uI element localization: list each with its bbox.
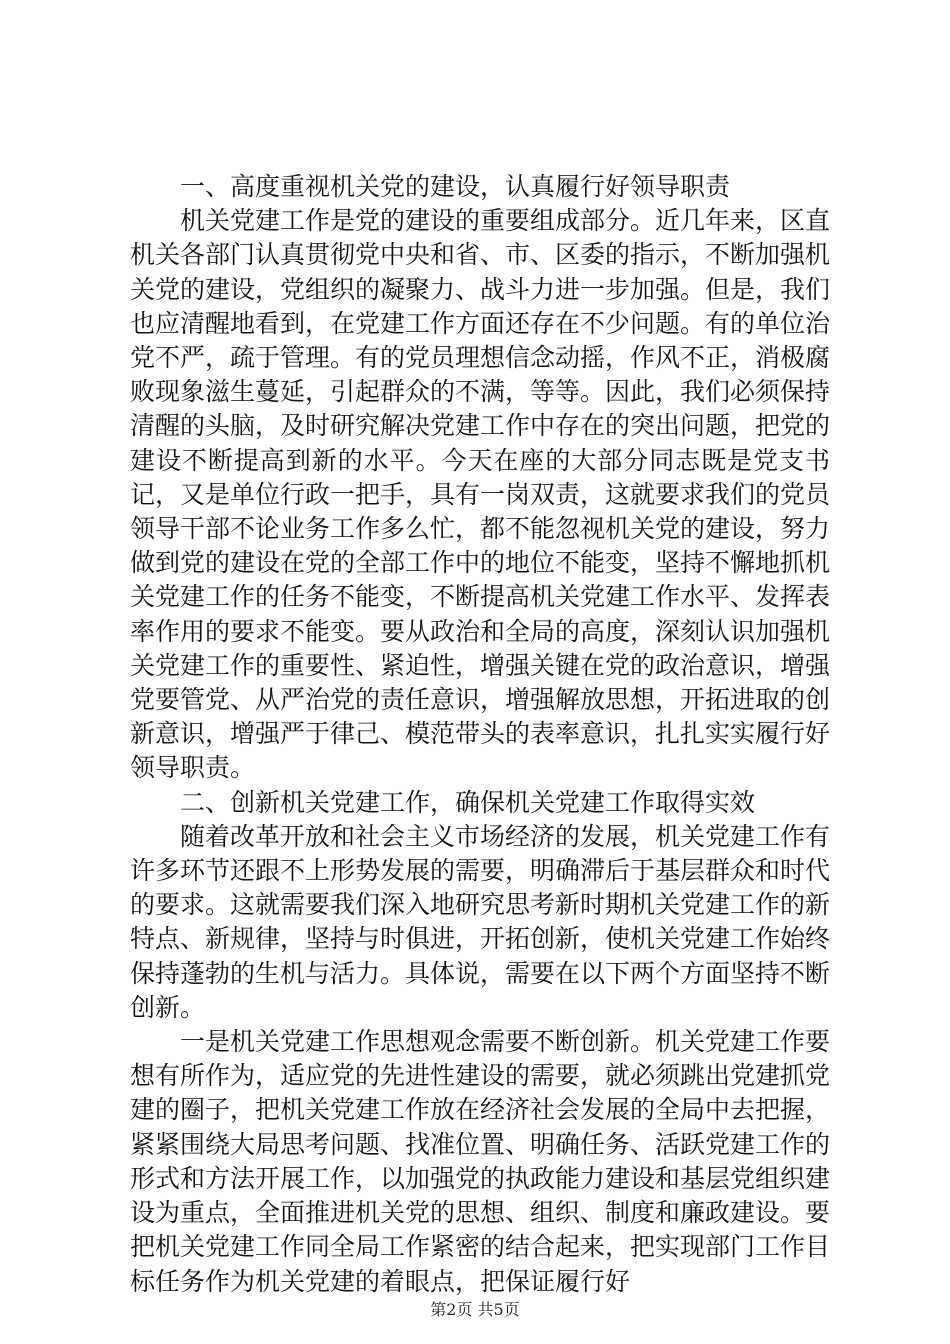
paragraph-3: 一是机关党建工作思想观念需要不断创新。机关党建工作要想有所作为，适应党的先进性建设的需要，就必须跳出党建抓党建的圈子，把机关党建工作放在经济社会发展的全局中去把握，紧紧围绕大局思考问题、找准位置、明确任务、活跃党建工作的形式和方法开展工作，以加强党的执政能力建设和基层党组织建设为重点，全面推进机关党的思想、组织、制度和廉政建设。要把机关党建工作同全局工作紧密的结合起来，把实现部门工作目标任务作为机关党建的着眼点，把保证履行好 [130, 1027, 831, 1296]
section-heading-2: 二、创新机关党建工作，确保机关党建工作取得实效 [180, 787, 756, 817]
page-number-footer: 第2页 共5页 [430, 1300, 520, 1319]
paragraph-1: 机关党建工作是党的建设的重要组成部分。近几年来，区直机关各部门认真贯彻党中央和省、市、区委的指示，不断加强机关党的建设，党组织的凝聚力、战斗力进一步加强。但是，我们也应清醒地看到，在党建工作方面还存在不少问题。有的单位治党不严，疏于管理。有的党员理想信念动摇，作风不正，消极腐败现象滋生蔓延，引起群众的不满，等等。因此，我们必须保持清醒的头脑，及时研究解决党建工作中存在的突出问题，把党的建设不断提高到新的水平。今天在座的大部分同志既是党支书记，又是单位行政一把手，具有一岗双责，这就要求我们的党员领导干部不论业务工作多么忙，都不能忽视机关党的建设，努力做到党的建设在党的全部工作中的地位不能变，坚持不懈地抓机关党建工作的任务不能变，不断提高机关党建工作水平、发挥表率作用的要求不能变。要从政治和全局的高度，深刻认识加强机关党建工作的重要性、紧迫性，增强关键在党的政治意识，增强党要管党、从严治党的责任意识，增强解放思想，开拓进取的创新意识，增强严于律己、模范带头的表率意识，扎扎实实履行好领导职责。 [130, 206, 831, 783]
document-body [130, 170, 830, 1299]
paragraph-2: 随着改革开放和社会主义市场经济的发展，机关党建工作有许多环节还跟不上形势发展的需要，明确滞后于基层群众和时代的要求。这就需要我们深入地研究思考新时期机关党建工作的新特点、新规律，坚持与时俱进，开拓创新，使机关党建工作始终保持蓬勃的生机与活力。具体说，需要在以下两个方面坚持不断创新。 [130, 821, 831, 1022]
section-heading-1: 一、高度重视机关党的建设，认真履行好领导职责 [180, 172, 731, 201]
